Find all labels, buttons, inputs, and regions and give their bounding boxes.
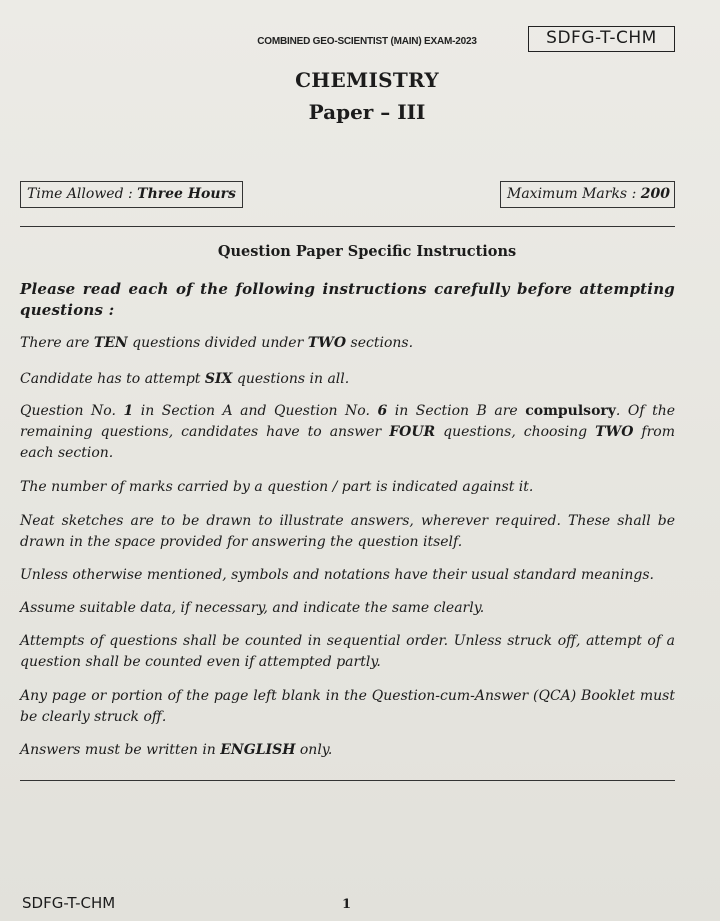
paper-code-box: SDFG-T-CHM — [528, 26, 675, 52]
instruction-4: The number of marks carried by a question / part is indicated against it. — [20, 479, 534, 495]
instruction-2-text-c: questions in all. — [232, 371, 350, 387]
instruction-1-bold-ten: TEN — [93, 335, 128, 351]
instruction-10 — [20, 740, 675, 761]
instruction-6: Unless otherwise mentioned, symbols and notations have their usual standard meanings. — [20, 567, 654, 583]
instruction-8: Attempts of questions shall be counted in sequential order. Unless struck off, attempt of a question shall be counted even if attempted partly. — [20, 633, 675, 670]
instruction-2 — [20, 369, 675, 390]
instruction-1-bold-two: TWO — [307, 335, 347, 351]
exam-name: COMBINED GEO-SCIENTIST (MAIN) EXAM-2023 — [257, 36, 477, 47]
instruction-3-text-k: from each section. — [20, 424, 676, 461]
subject-title: CHEMISTRY — [295, 68, 439, 92]
time-allowed-box — [20, 181, 243, 208]
footer-paper-code: SDFG-T-CHM — [22, 894, 116, 912]
instruction-3-bold-compulsory: compulsory — [525, 403, 616, 419]
instruction-5: Neat sketches are to be drawn to illustrate answers, wherever required. These shall be drawn in the space provided for answering the question itself. — [20, 513, 675, 550]
instruction-2-text-a: Candidate has to attempt — [20, 371, 205, 387]
instruction-1-text-a: There are — [20, 335, 94, 351]
instruction-3-text-e: in Section B are — [387, 403, 526, 419]
maximum-marks-label: Maximum Marks : — [507, 186, 641, 202]
instruction-10-bold-english: ENGLISH — [220, 742, 296, 758]
top-divider — [20, 226, 675, 227]
instruction-1-text-c: questions divided under — [127, 335, 308, 351]
instructions-heading: Question Paper Specific Instructions — [217, 243, 517, 260]
instruction-9: Any page or portion of the page left blank in the Question-cum-Answer (QCA) Booklet must be clearly struck off. — [20, 688, 675, 725]
instruction-10-text-a: Answers must be written in — [20, 742, 221, 758]
instructions-lead: Please read each of the following instructions carefully before attempting questions : — [20, 280, 675, 319]
instruction-1-text-e: sections. — [346, 335, 414, 351]
instruction-3-text-a: Question No. — [20, 403, 124, 419]
bottom-divider — [20, 780, 675, 781]
instruction-3-text-i: questions, choosing — [435, 424, 596, 440]
maximum-marks-value: 200 — [640, 186, 670, 202]
instruction-3-bold-two: TWO — [595, 424, 634, 440]
time-allowed-label: Time Allowed : — [27, 186, 138, 202]
instruction-3-bold-6: 6 — [377, 403, 388, 419]
instruction-2-bold-six: SIX — [204, 371, 233, 387]
page-number: 1 — [342, 897, 352, 912]
instruction-1 — [20, 333, 675, 354]
instruction-3-bold-1: 1 — [123, 403, 134, 419]
instruction-3-text-g: . Of the remaining questions, candidates have to answer — [20, 403, 676, 440]
instruction-3-text-c: in Section A and Question No. — [133, 403, 378, 419]
paper-title: Paper – III — [308, 100, 426, 124]
instruction-3 — [20, 401, 675, 464]
instruction-3-bold-four: FOUR — [389, 424, 436, 440]
maximum-marks-box — [500, 181, 675, 208]
instruction-7: Assume suitable data, if necessary, and indicate the same clearly. — [20, 600, 485, 616]
instruction-10-text-c: only. — [295, 742, 333, 758]
time-allowed-value: Three Hours — [137, 186, 236, 202]
